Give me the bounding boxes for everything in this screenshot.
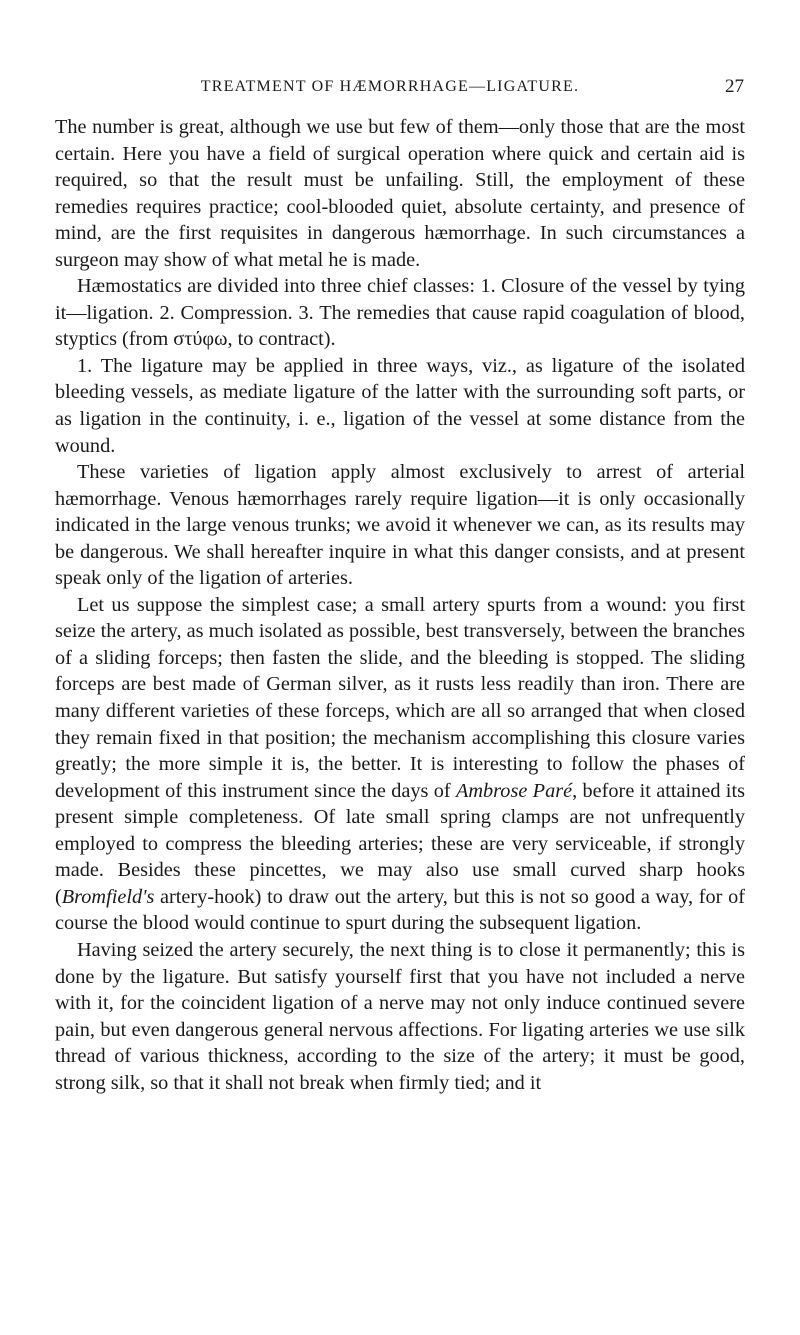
paragraph: Hæmostatics are divided into three chief classes: 1. Closure of the vessel by tying it—ligation. 2. Compression. 3. The remedies that cause rapid coagulation of blood, styptics (from στύφω, to contract). (55, 275, 745, 351)
body-text (55, 114, 745, 1096)
paragraph: These varieties of ligation apply almost exclusively to arrest of arterial hæmorrhage. Venous hæmorrhages rarely require ligation—it is only occasionally indicated in the large venous trunks; we avoid it whenever we can, as its results may be dangerous. We shall hereafter inquire in what this danger consists, and at present speak only of the ligation of arteries. (55, 461, 745, 590)
running-head: TREATMENT OF HÆMORRHAGE—LIGATURE. (200, 78, 580, 95)
italic-name: Bromfield's (61, 885, 155, 908)
text-run: Let us suppose the simplest case; a small artery spurts from a wound: you first seize the artery, as much isolated as possible, best transversely, between the branches of a sliding forceps; then fasten the slide, and the bleeding is stopped. The sliding forceps are best made of German silver, as it rusts less readily than iron. There are many different varieties of these forceps, which are all so arranged that when closed they remain fixed in that position; the mechanism accomplishing this closure varies greatly; the more simple it is, the better. It is interesting to follow the phases of development of this instrument since the days of (55, 593, 745, 802)
text-run: artery-hook) to draw out the artery, but this is not so good a way, for of course the blood would continue to spurt during the subsequent ligation. (55, 885, 745, 935)
paragraph: 1. The ligature may be applied in three ways, viz., as ligature of the isolated bleeding vessels, as mediate ligature of the latter with the surrounding soft parts, or as ligation in the continuity, i. e., ligation of the vessel at some distance from the wound. (55, 354, 745, 457)
page-number: 27 (725, 76, 744, 97)
paragraph: The number is great, although we use but few of them—only those that are the most certain. Here you have a field of surgical operation where quick and certain aid is required, so that the result must be unfailing. Still, the employment of these remedies requires practice; cool-blooded quiet, absolute certainty, and presence of mind, are the first requisites in dangerous hæmorrhage. In such circumstances a surgeon may show of what metal he is made. (55, 116, 745, 271)
paragraph (55, 592, 745, 937)
text-run: , before it attained its present simple completeness. Of late small spring clamps are not unfrequently employed to compress the bleeding arteries; these are very serviceable, if strongly made. Besides these pincettes, we may also use small curved sharp hooks ( (55, 779, 745, 908)
italic-name: Ambrose Paré (455, 779, 573, 802)
paragraph: Having seized the artery securely, the next thing is to close it permanently; this is done by the ligature. But satisfy yourself first that you have not included a nerve with it, for the coincident ligation of a nerve may not only induce continued severe pain, but even dangerous general nervous affections. For ligating arteries we use silk thread of various thickness, according to the size of the artery; it must be good, strong silk, so that it shall not break when firmly tied; and it (55, 938, 745, 1094)
